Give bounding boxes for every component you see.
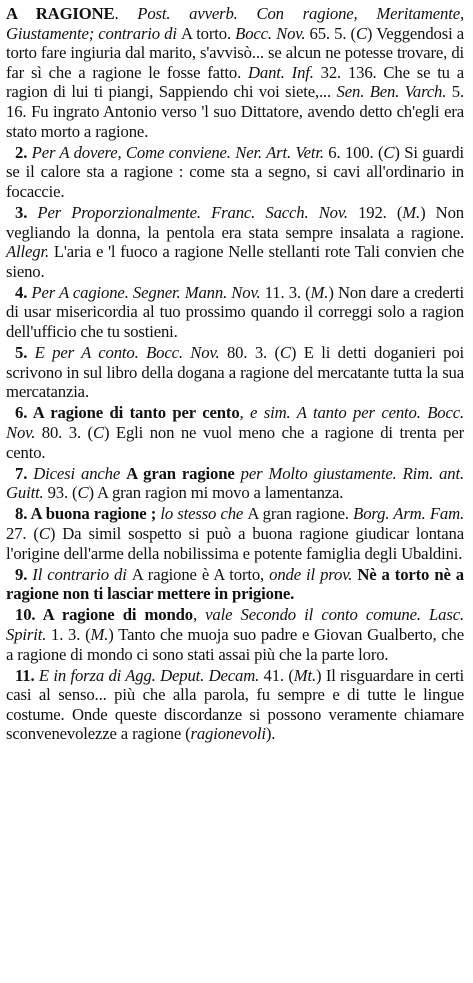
text-segment: 9.	[15, 564, 33, 584]
text-segment: C	[38, 523, 50, 543]
text-segment: 5.	[15, 343, 35, 363]
text-segment: Dant. Inf.	[248, 62, 321, 82]
entry-sense-10	[6, 605, 464, 664]
text-segment: C	[77, 483, 89, 503]
entry-headword	[6, 4, 464, 141]
text-segment: 27. (	[6, 523, 39, 543]
text-segment: Nè a torto nè a ragione non ti lasciar mettere in prigione.	[6, 564, 464, 604]
text-segment: Borg. Arm. Fam.	[353, 504, 464, 524]
text-segment: Post. avverb. Con ragione, Meritamente, Giustamente; contrario di	[6, 4, 464, 43]
text-segment: L'aria e 'l fuoco a ragione Nelle stellanti rote Tali convien che sieno.	[6, 242, 464, 281]
text-segment: 10. A ragione di mondo	[15, 605, 193, 625]
text-segment: 80. 3. (	[226, 343, 280, 363]
text-segment: M.	[402, 202, 421, 222]
text-segment: ) Veggendosi a torto fare ingiuria dal marito, s'avvisò... se alcun ne potesse trovare, di far sì che a ragione le fosse fatto.	[6, 23, 465, 82]
text-segment: ) Egli non ne vuol meno che a ragione di trenta per cento.	[6, 422, 464, 462]
text-segment: ).	[265, 724, 276, 744]
text-segment: .	[114, 4, 138, 23]
text-segment: ) A gran ragion mi movo a lamentanza.	[88, 483, 344, 503]
text-segment: M.	[90, 624, 109, 644]
text-segment: 192. (	[358, 202, 403, 222]
text-segment: 8. A buona ragione ;	[15, 504, 161, 524]
entry-sense-11	[6, 666, 464, 744]
text-segment: C	[279, 343, 291, 363]
text-segment: Bocc. Nov.	[235, 23, 310, 43]
entry-sense-3	[6, 203, 464, 281]
text-segment: Dicesi anche	[33, 463, 127, 483]
text-segment: Sen. Ben. Varch.	[336, 82, 452, 102]
text-segment: 80. 3. (	[41, 422, 93, 442]
text-segment: 1. 3. (	[51, 624, 91, 644]
text-segment: Il contrario di	[32, 564, 132, 584]
entry-sense-5	[6, 343, 464, 402]
text-segment: A ragione è	[131, 564, 214, 584]
entry-sense-9	[6, 565, 464, 604]
text-segment: Per A dovere, Come conviene. Ner. Art. Vetr.	[31, 142, 329, 162]
text-segment: onde il prov.	[269, 564, 358, 584]
text-segment: ) Il risguardare in certi casi al senso... più che alla parola, fu sempre e di tutte le lingue costume. Onde queste discordanze si possono veramente chiamare sconvenevolezze a ragione (	[6, 665, 464, 744]
entry-sense-7	[6, 464, 464, 503]
text-segment: Per A cagione. Segner. Mann. Nov.	[31, 282, 265, 302]
text-segment: C	[355, 23, 367, 43]
text-segment: ragionevoli	[190, 724, 266, 744]
entry-sense-8	[6, 504, 464, 563]
text-segment: C	[383, 142, 395, 162]
text-segment: 41. (	[263, 665, 294, 685]
text-segment: ) Non vegliando la donna, la pentola era stata sempre insalata a ragione.	[6, 202, 464, 242]
text-segment: ) Si guardi se il calore sta a ragione : come sta a segno, si cavi all'ordinario in focaccie.	[6, 142, 464, 201]
text-segment: 11. 3. (	[264, 282, 311, 302]
entry-sense-2	[6, 143, 464, 202]
text-segment: A tanto per cento. Bocc. Nov.	[6, 403, 465, 442]
text-segment: 7.	[15, 463, 34, 483]
text-segment: 3.	[15, 202, 38, 222]
text-segment: ) E li detti doganieri poi scrivono in sul libro della dogana a ragione del mercatante tutta la sua mercatanzia.	[6, 343, 465, 402]
entry-sense-6	[6, 403, 464, 462]
text-segment: , vale Secondo il conto comune. Lasc. Spirit.	[6, 605, 464, 644]
text-segment: 4.	[15, 282, 32, 302]
text-segment: M.	[310, 282, 329, 302]
text-segment: 65. 5. (	[309, 23, 356, 43]
text-segment: E in forza di Agg. Deput. Decam.	[38, 665, 264, 685]
text-segment: 32. 136. Che se tu a ragion di lui ti piangi, Sappiendo chi voi siete,...	[6, 62, 465, 102]
text-segment: C	[92, 422, 104, 442]
text-segment: 93. (	[47, 483, 78, 503]
text-segment: , e sim.	[239, 403, 297, 423]
text-segment: per Molto giustamente. Rim. ant. Guitt.	[6, 463, 464, 503]
text-segment: ) Tanto che muoja suo padre e Giovan Gualberto, che a ragione di mondo ci sono stati assai più che la parte loro.	[6, 624, 464, 664]
text-segment: lo stesso che	[160, 504, 248, 524]
text-segment: 5. 16. Fu ingrato Antonio verso 'l suo Dittatore, avendo detto ch'egli era stato morto a ragione.	[6, 82, 464, 141]
text-segment: E per A conto. Bocc. Nov.	[34, 343, 227, 363]
text-segment: 2.	[15, 142, 32, 162]
text-segment: A torto.	[181, 23, 236, 43]
text-segment: Per Proporzionalmente. Franc. Sacch. Nov.	[37, 202, 359, 222]
text-segment: Allegr.	[6, 242, 54, 262]
text-segment: A gran ragione	[126, 463, 241, 483]
text-segment: A RAGIONE	[6, 4, 115, 23]
entry-sense-4	[6, 283, 464, 342]
text-segment: 11.	[15, 665, 39, 685]
text-segment: ) Da simil sospetto si può a buona ragione giudicar lontana l'origine dell'arme della nobilissima e potente famiglia degli Ubaldini.	[6, 523, 464, 563]
text-segment: A torto,	[213, 564, 270, 584]
text-segment: Mt.	[293, 665, 317, 685]
text-segment: 6. 100. (	[328, 142, 384, 162]
text-segment: A gran ragione.	[247, 504, 354, 524]
text-segment: 6. A ragione di tanto per cento	[15, 403, 240, 423]
text-segment: ) Non dare a crederti di usar misericordia al tuo prossimo quando il correggi solo a ragion dell'ufficio che tu sostieni.	[6, 282, 464, 341]
